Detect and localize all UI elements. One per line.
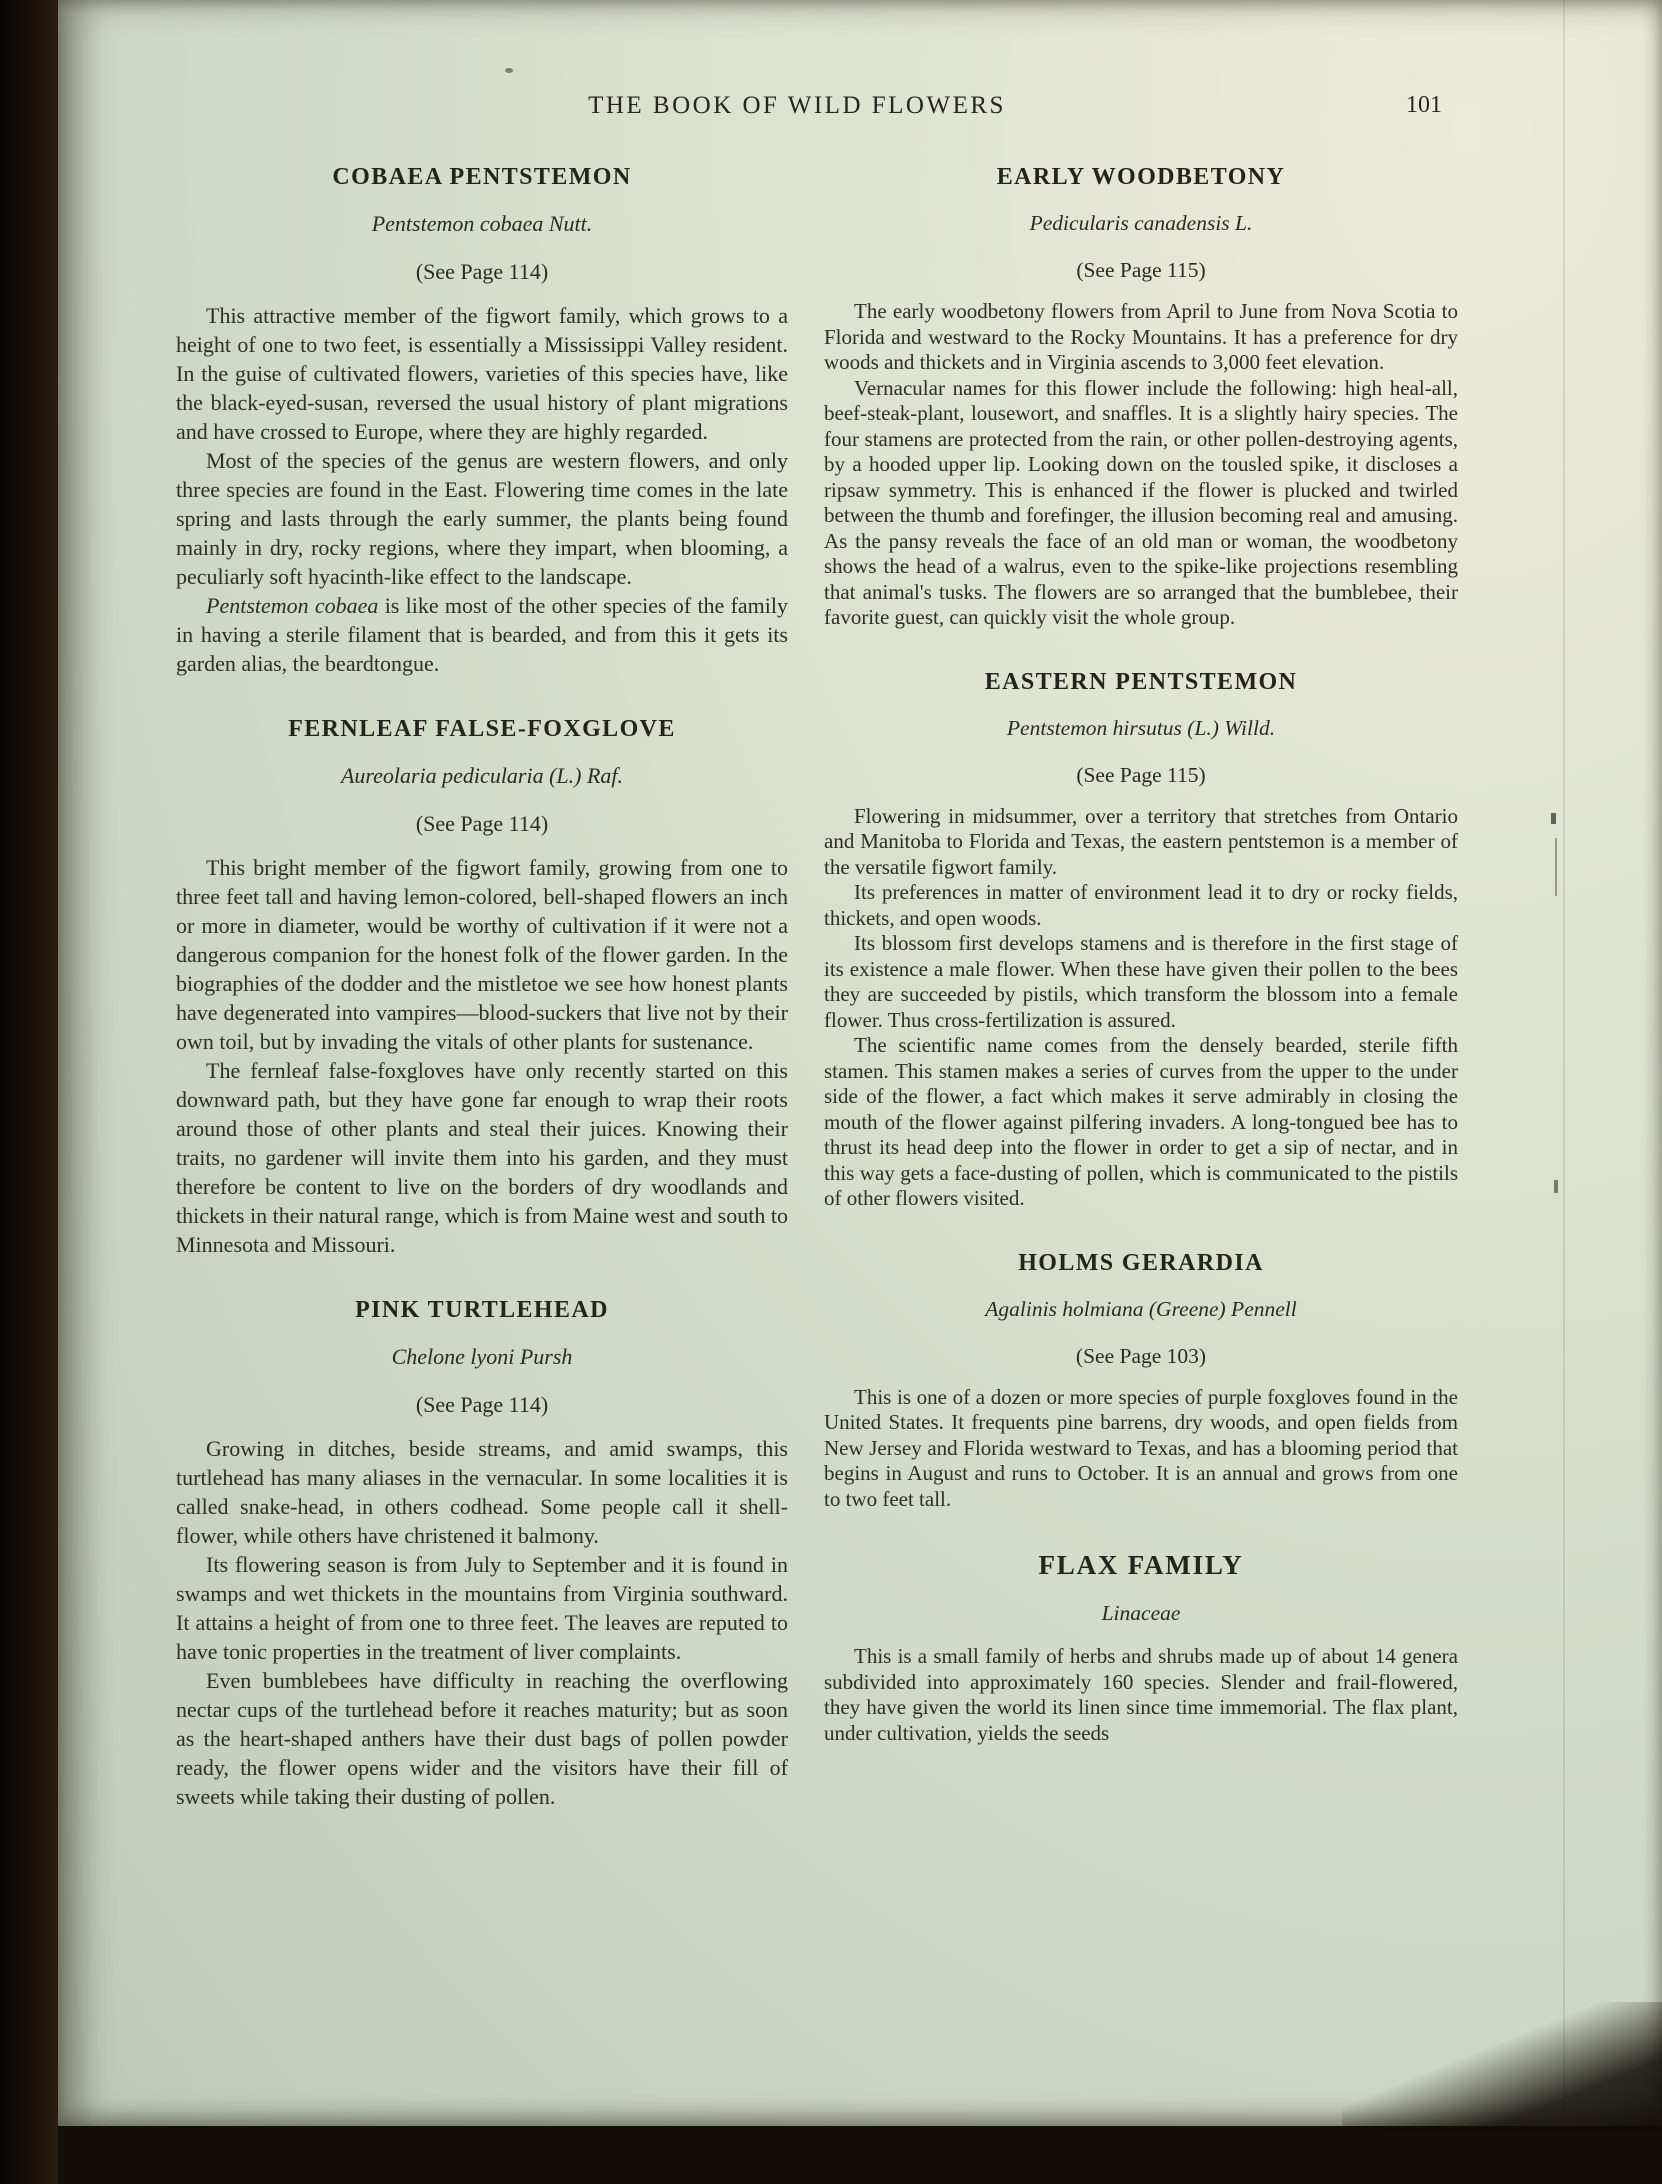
page-header [176, 92, 1458, 134]
page-corner-shadow [1342, 2002, 1662, 2132]
page-edge-fold-line [1563, 0, 1565, 2126]
see-page-ref: (See Page 103) [1075, 1343, 1207, 1368]
section-early-woodbetony [824, 164, 1458, 631]
paragraph: Its preferences in matter of environment lead it to dry or rocky fields, thickets, and open woods. [824, 880, 1458, 930]
section-holms-gerardia [824, 1250, 1458, 1513]
latin-name-inline: Pentstemon cobaea [206, 593, 379, 618]
paragraph: Growing in ditches, beside streams, and amid swamps, this turtlehead has many aliases in the vernacular. In some localities it is called snake-head, in others codhead. Some people call it shell-flower, while others have christened it balmony. [176, 1436, 788, 1548]
section-title: COBAEA PENTSTEMON [332, 164, 632, 190]
scan-artifact [1555, 838, 1557, 896]
section-title: EARLY WOODBETONY [996, 164, 1286, 190]
section-cobaea-pentstemon [176, 164, 788, 678]
see-page-ref: (See Page 114) [415, 1392, 549, 1417]
scan-artifact [1554, 1180, 1558, 1193]
latin-name: Aureolaria pedicularia (L.) Raf. [340, 763, 624, 788]
section-flax-family [824, 1550, 1458, 1746]
section-eastern-pentstemon [824, 669, 1458, 1212]
section-title: PINK TURTLEHEAD [355, 1297, 609, 1323]
section-title: FERNLEAF FALSE-FOXGLOVE [288, 716, 676, 742]
paragraph [176, 591, 788, 678]
paragraph: The early woodbetony flowers from April to June from Nova Scotia to Florida and westward to the Rocky Mountains. It has a preference for dry woods and thickets and in Virginia ascends to 3,000 feet elevation. [824, 299, 1458, 374]
paragraph: Even bumblebees have difficulty in reaching the overflowing nectar cups of the turtlehead before it reaches maturity; but as soon as the heart-shaped anthers have their dust bags of pollen powder ready, the flower opens wider and the visitors have their fill of sweets while taking their dusting of pollen. [176, 1668, 788, 1809]
running-title: THE BOOK OF WILD FLOWERS [588, 92, 1006, 119]
section-fernleaf-false-foxglove [176, 716, 788, 1259]
section-pink-turtlehead [176, 1297, 788, 1811]
text-columns [176, 160, 1458, 1811]
section-title: HOLMS GERARDIA [1018, 1249, 1264, 1276]
scan-artifact [505, 68, 513, 73]
latin-name: Pentstemon cobaea Nutt. [371, 211, 593, 236]
latin-name: Pentstemon hirsutus (L.) Willd. [1006, 715, 1276, 740]
paragraph-text: is like most of the other species of the family in having a sterile filament that is bearded, and from this it gets its garden alias, the beardtongue. [176, 593, 789, 676]
paragraph: This is a small family of herbs and shrubs made up of about 14 genera subdivided into approximately 160 species. Slender and frail-flowered, they have given the world its linen since time immemorial. The flax plant, under cultivation, yields the seeds [824, 1644, 1458, 1745]
paragraph: Vernacular names for this flower include the following: high heal-all, beef-steak-plant, lousewort, and snaffles. It is a slightly hairy species. The four stamens are protected from the rain, or other pollen-destroying agents, by a hooded upper lip. Looking down on the tousled spike, it discloses a ripsaw symmetry. This is enhanced if the flower is plucked and twirled between the thumb and forefinger, the illusion becoming real and amusing. As the pansy reveals the face of an old man or woman, the woodbetony shows the head of a walrus, even to the spike-like projections resembling that animal's tusks. The flowers are so arranged that the bumblebee, their favorite guest, can quickly visit the whole group. [824, 375, 1458, 629]
left-column [176, 160, 788, 1811]
book-page [58, 0, 1662, 2126]
paragraph: The fernleaf false-foxgloves have only recently started on this downward path, but they have gone far enough to wrap their roots around those of other plants and steal their juices. Knowing their traits, no gardener will invite them into his garden, and they must therefore be content to live on the borders of dry woodlands and thickets in their natural range, which is from Maine west and south to Minnesota and Missouri. [176, 1058, 788, 1257]
paragraph: This attractive member of the figwort family, which grows to a height of one to two feet, is essentially a Mississippi Valley resident. In the guise of cultivated flowers, varieties of this species have, like the black-eyed-susan, reversed the usual history of plant migrations and have crossed to Europe, where they are highly regarded. [176, 303, 788, 444]
see-page-ref: (See Page 114) [415, 259, 549, 284]
see-page-ref: (See Page 115) [1076, 258, 1206, 282]
paragraph: Its blossom first develops stamens and is therefore in the first stage of its existence a male flower. When these have given their pollen to the bees they are succeeded by pistils, which transform the blossom into a female flower. Thus cross-fertilization is assured. [824, 931, 1458, 1032]
see-page-ref: (See Page 114) [415, 811, 549, 836]
section-title: EASTERN PENTSTEMON [984, 668, 1298, 695]
latin-name: Pedicularis canadensis L. [1029, 211, 1253, 235]
latin-name: Linaceae [1101, 1601, 1181, 1625]
book-binding-shadow [0, 0, 58, 2184]
right-column [824, 160, 1458, 1811]
see-page-ref: (See Page 115) [1076, 762, 1206, 787]
section-title: FLAX FAMILY [1038, 1550, 1244, 1580]
scan-artifact [1551, 813, 1556, 824]
paragraph: Its flowering season is from July to September and it is found in swamps and wet thickets in the mountains from Virginia southward. It attains a height of from one to three feet. The leaves are reputed to have tonic properties in the treatment of liver complaints. [176, 1552, 788, 1664]
latin-name: Agalinis holmiana (Greene) Pennell [985, 1296, 1297, 1321]
latin-name: Chelone lyoni Pursh [391, 1344, 573, 1369]
paragraph: Flowering in midsummer, over a territory that stretches from Ontario and Manitoba to Florida and Texas, the eastern pentstemon is a member of the versatile figwort family. [824, 803, 1458, 879]
paragraph: This bright member of the figwort family, growing from one to three feet tall and having lemon-colored, bell-shaped flowers an inch or more in diameter, would be worthy of cultivation if it were not a dangerous companion for the honest folk of the flower garden. In the biographies of the dodder and the mistletoe we see how honest plants have degenerated into vampires—blood-suckers that live not by their own toil, but by invading the vitals of other plants for sustenance. [176, 855, 788, 1054]
page-number: 101 [1406, 92, 1442, 118]
page-content [176, 92, 1458, 2088]
paragraph: Most of the species of the genus are western flowers, and only three species are found in the East. Flowering time comes in the late spring and lasts through the early summer, the plants being found mainly in dry, rocky regions, where they impart, when blooming, a peculiarly soft hyacinth-like effect to the landscape. [176, 448, 788, 589]
paragraph: This is one of a dozen or more species of purple foxgloves found in the United States. It frequents pine barrens, dry woods, and open fields from New Jersey and Florida westward to Texas, and has a blooming period that begins in August and runs to October. It is an annual and grows from one to two feet tall. [824, 1384, 1458, 1511]
paragraph: The scientific name comes from the densely bearded, sterile fifth stamen. This stamen makes a series of curves from the upper to the under side of the flower, a fact which makes it serve admirably in closing the mouth of the flower against pilfering invaders. A long-tongued bee has to thrust its head deep into the flower in order to get a sip of nectar, and in this way gets a face-dusting of pollen, which is communicated to the pistils of other flowers visited. [824, 1033, 1458, 1210]
